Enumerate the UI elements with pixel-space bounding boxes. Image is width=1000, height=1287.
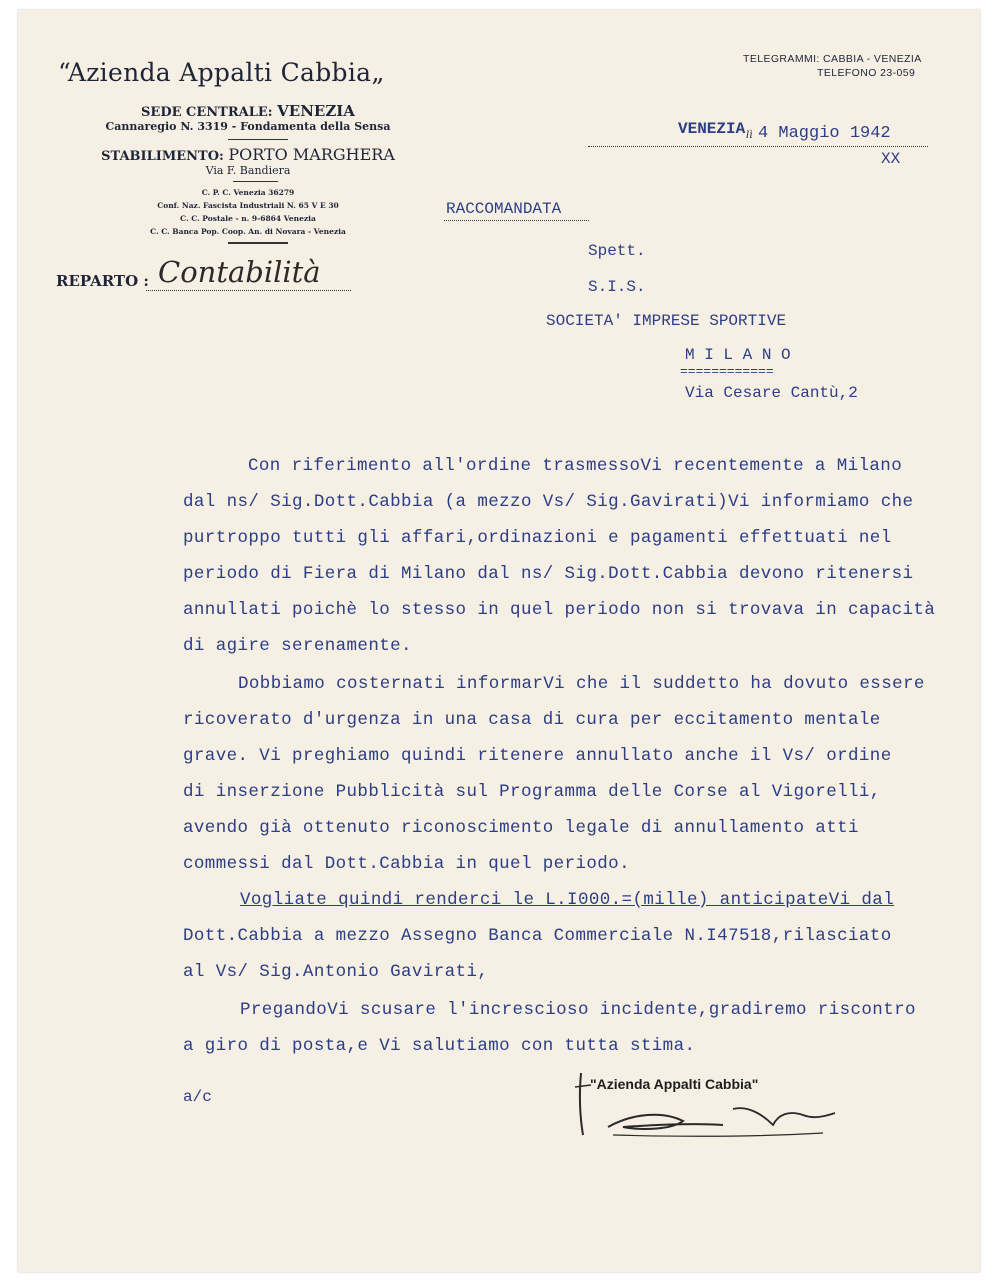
body-line-underlined: Vogliate quindi renderci le L.I000.=(mille) anticipateVi dal xyxy=(240,890,895,910)
reparto-line xyxy=(146,290,351,291)
divider xyxy=(228,242,288,244)
date-line xyxy=(588,146,928,147)
recipient-line2: SOCIETA' IMPRESE SPORTIVE xyxy=(546,312,787,330)
registration-line: C. C. Postale - n. 9-6864 Venezia xyxy=(180,214,316,223)
stabilimento-line xyxy=(48,145,448,164)
body-line: di agire serenamente. xyxy=(183,636,412,656)
recipient-salutation: Spett. xyxy=(588,242,646,260)
registration-line: C. C. Banca Pop. Coop. An. di Novara - Venezia xyxy=(150,227,346,236)
sede-label: SEDE CENTRALE: xyxy=(141,105,273,120)
date-li: lì xyxy=(746,130,753,141)
body-line: avendo già ottenuto riconoscimento legale di annullamento atti xyxy=(183,818,859,838)
body-line: Con riferimento all'ordine trasmessoVi recentemente a Milano xyxy=(248,456,903,476)
body-line: dal ns/ Sig.Dott.Cabbia (a mezzo Vs/ Sig.Gavirati)Vi informiamo che xyxy=(183,492,914,512)
stabilimento-label: STABILIMENTO: xyxy=(101,149,224,164)
company-name: “Azienda Appalti Cabbia„ xyxy=(58,58,385,87)
registration-line: Conf. Naz. Fascista Industriali N. 65 V E 30 xyxy=(157,201,339,210)
sede-address: Cannaregio N. 3319 - Fondamenta della Sensa xyxy=(105,120,391,133)
mail-type: RACCOMANDATA xyxy=(446,200,562,218)
divider xyxy=(233,181,278,182)
body-line: Dott.Cabbia a mezzo Assegno Banca Commerciale N.I47518,rilasciato xyxy=(183,926,892,946)
telefono: TELEFONO 23-059 xyxy=(817,67,916,79)
recipient-street: Via Cesare Cantù,2 xyxy=(685,384,858,402)
body-line: commessi dal Dott.Cabbia in quel periodo. xyxy=(183,854,630,874)
body-line: purtroppo tutti gli affari,ordinazioni e pagamenti effettuati nel xyxy=(183,528,892,548)
stabilimento-street: Via F. Bandiera xyxy=(205,164,291,177)
recipient-city: M I L A N O xyxy=(685,346,791,364)
body-line: grave. Vi preghiamo quindi ritenere annullato anche il Vs/ ordine xyxy=(183,746,892,766)
registration-line: C. P. C. Venezia 36279 xyxy=(201,188,295,197)
body-line: a giro di posta,e Vi salutiamo con tutta stima. xyxy=(183,1036,696,1056)
body-line: Dobbiamo costernati informarVi che il suddetto ha dovuto essere xyxy=(238,674,925,694)
body-line: di inserzione Pubblicità sul Programma delle Corse al Vigorelli, xyxy=(183,782,881,802)
body-line: ricoverato d'urgenza in una casa di cura per eccitamento mentale xyxy=(183,710,881,730)
body-line: annullati poichè lo stesso in quel periodo non si trovava in capacità xyxy=(183,600,936,620)
body-line: periodo di Fiera di Milano dal ns/ Sig.Dott.Cabbia devono ritenersi xyxy=(183,564,914,584)
signature-stamp: "Azienda Appalti Cabbia" xyxy=(590,1076,759,1092)
letter-page xyxy=(18,10,980,1272)
body-line: al Vs/ Sig.Antonio Gavirati, xyxy=(183,962,489,982)
stabilimento-place: PORTO MARGHERA xyxy=(228,145,395,164)
date-value: 4 Maggio 1942 xyxy=(758,124,891,143)
handwritten-signature xyxy=(573,1065,843,1145)
telegrammi: TELEGRAMMI: CABBIA - VENEZIA xyxy=(743,53,922,65)
date-era: XX xyxy=(881,150,901,168)
reference: a/c xyxy=(183,1088,212,1106)
date-place: VENEZIA xyxy=(678,120,746,138)
sede-city: VENEZIA xyxy=(277,102,355,120)
sede-line xyxy=(48,102,448,120)
recipient-line1: S.I.S. xyxy=(588,278,646,296)
reparto-handwritten: Contabilità xyxy=(158,255,321,289)
mail-type-underline xyxy=(444,220,589,221)
reparto-label: REPARTO : xyxy=(56,272,149,290)
body-line: PregandoVi scusare l'increscioso incidente,gradiremo riscontro xyxy=(240,1000,916,1020)
divider xyxy=(228,139,288,140)
recipient-city-underline: ============ xyxy=(680,364,774,379)
